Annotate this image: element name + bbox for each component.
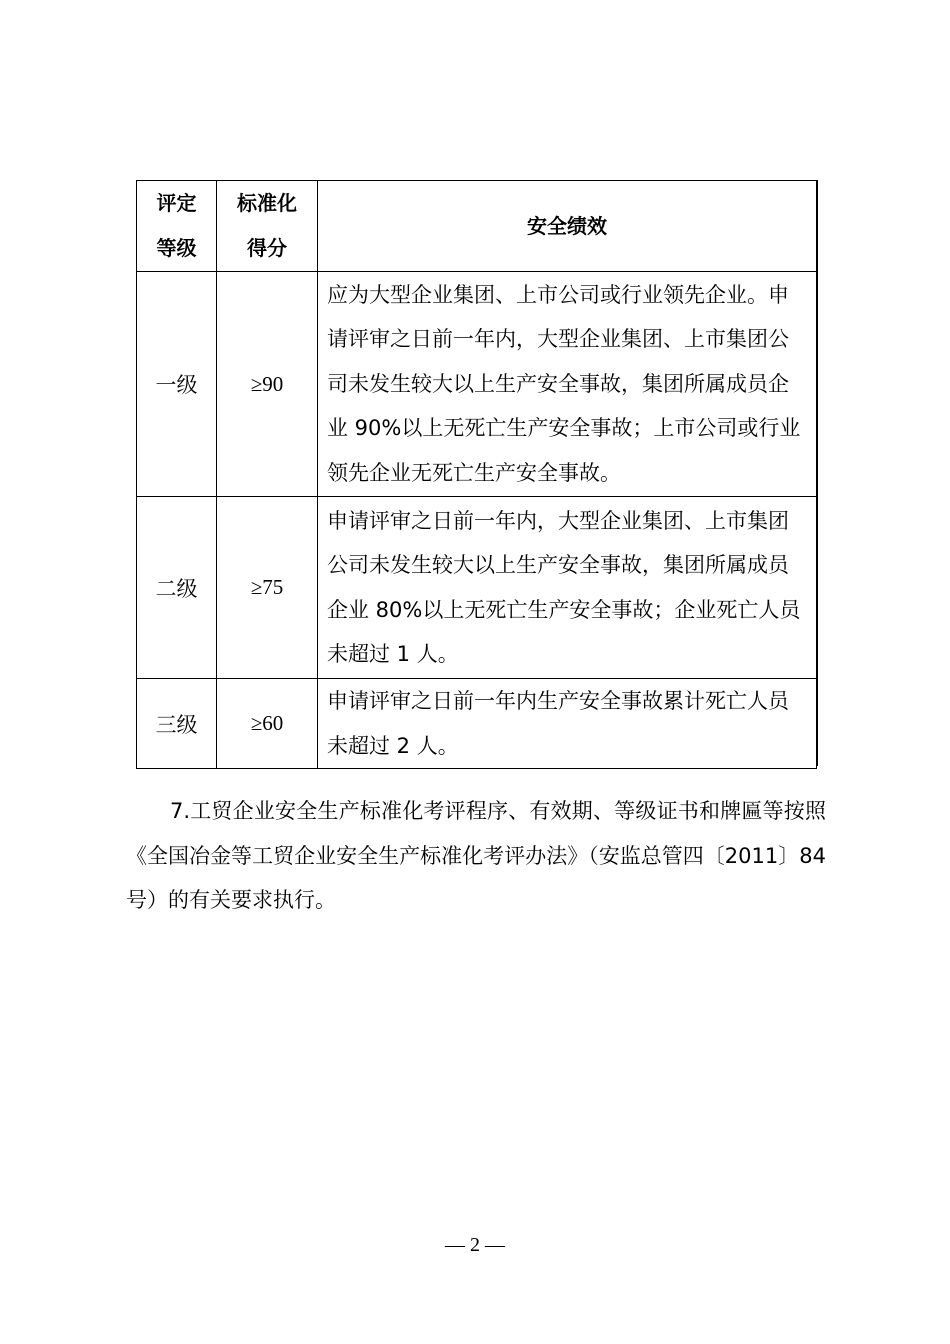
page-number: — 2 — bbox=[445, 1234, 505, 1256]
grade-cell: 三级 bbox=[137, 679, 217, 769]
header-score bbox=[217, 181, 318, 272]
grade-cell: 一级 bbox=[137, 272, 217, 497]
header-grade-line2: 等级 bbox=[156, 236, 197, 260]
table-header-row bbox=[137, 181, 817, 272]
performance-cell: 申请评审之日前一年内，大型企业集团、上市集团公司未发生较大以上生产安全事故，集团所属成员企业 80%以上无死亡生产安全事故；企业死亡人员未超过 1 人。 bbox=[318, 497, 817, 679]
header-grade-line1: 评定 bbox=[156, 191, 197, 215]
performance-cell: 应为大型企业集团、上市公司或行业领先企业。申请评审之日前一年内，大型企业集团、上市集团公司未发生较大以上生产安全事故，集团所属成员企业 90%以上无死亡生产安全事故；上市公司或行业领先企业无死亡生产安全事故。 bbox=[318, 272, 817, 497]
header-score-line1: 标准化 bbox=[237, 191, 297, 215]
body-paragraph: 7.工贸企业安全生产标准化考评程序、有效期、等级证书和牌匾等按照《全国冶金等工贸企业安全生产标准化考评办法》（安监总管四〔2011〕84 号）的有关要求执行。 bbox=[126, 799, 826, 912]
score-cell: ≥75 bbox=[217, 497, 318, 679]
score-cell: ≥90 bbox=[217, 272, 318, 497]
table-row bbox=[137, 272, 817, 497]
performance-cell: 申请评审之日前一年内生产安全事故累计死亡人员未超过 2 人。 bbox=[318, 679, 817, 769]
header-score-line2: 得分 bbox=[247, 236, 287, 260]
table-row bbox=[137, 497, 817, 679]
table-row bbox=[137, 679, 817, 769]
grading-table bbox=[136, 180, 817, 769]
header-performance: 安全绩效 bbox=[318, 181, 817, 272]
header-grade bbox=[137, 181, 217, 272]
score-cell: ≥60 bbox=[217, 679, 318, 769]
grade-cell: 二级 bbox=[137, 497, 217, 679]
table-border-double bbox=[817, 180, 818, 766]
